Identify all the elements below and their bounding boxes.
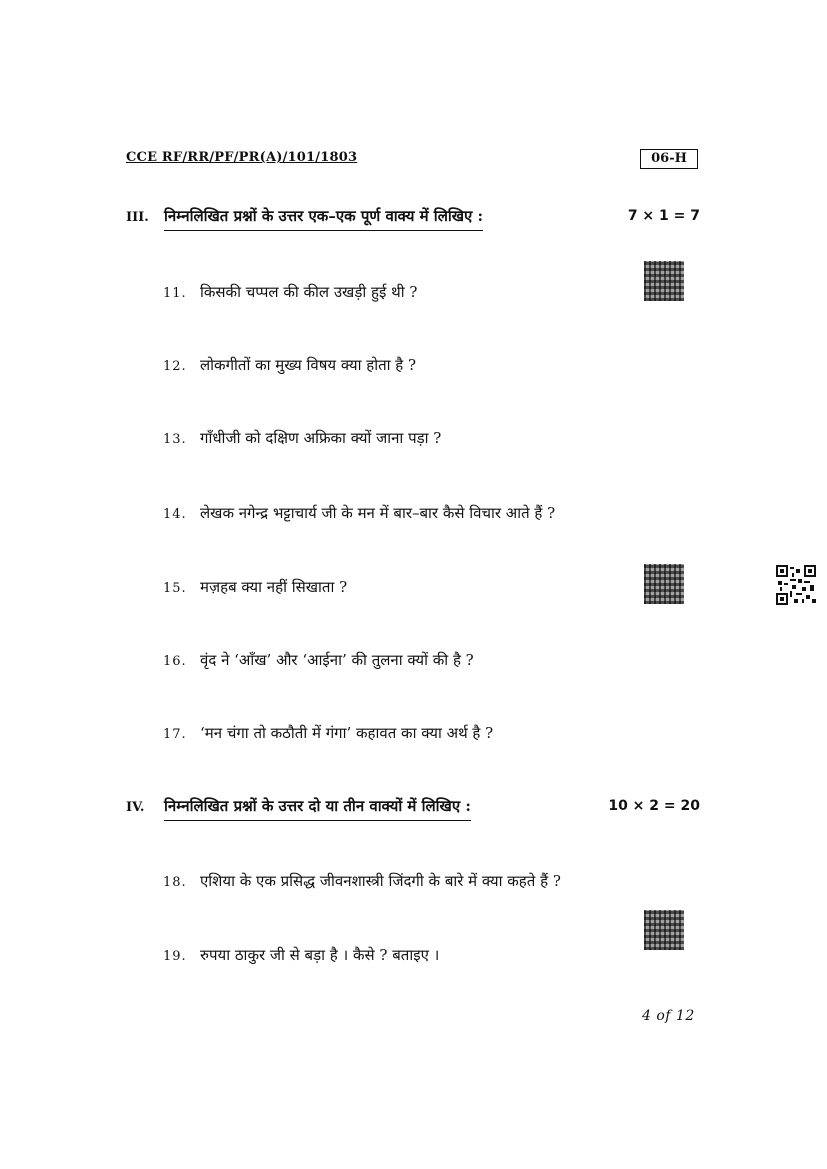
question-number: 18. — [163, 875, 187, 890]
set-code-box: 06-H — [640, 149, 698, 169]
question-number: 16. — [163, 654, 187, 669]
question-text: किसकी चप्पल की कील उखड़ी हुई थी ? — [200, 283, 418, 301]
question-number: 14. — [163, 507, 187, 522]
question-text: ‘मन चंगा तो कठौती में गंगा’ कहावत का क्या अर्थ है ? — [200, 724, 494, 742]
question-text: एशिया के एक प्रसिद्ध जीवनशास्त्री जिंदगी के बारे में क्या कहते हैं ? — [200, 872, 561, 890]
question-text: रुपया ठाकुर जी से बड़ा है । कैसे ? बताइए । — [200, 946, 440, 964]
paper-code: CCE RF/RR/PF/PR(A)/101/1803 — [126, 150, 358, 165]
section-number: III. — [126, 210, 149, 225]
section-number: IV. — [126, 800, 145, 815]
section-title: निम्नलिखित प्रश्नों के उत्तर एक–एक पूर्ण वाक्य में लिखिए : — [164, 206, 483, 231]
question-number: 19. — [163, 949, 187, 964]
question-number: 11. — [163, 286, 187, 301]
qr-code-icon — [776, 565, 816, 605]
question-number: 12. — [163, 359, 187, 374]
question-text: लोकगीतों का मुख्य विषय क्या होता है ? — [200, 356, 417, 374]
question-text: मज़हब क्या नहीं सिखाता ? — [200, 578, 348, 596]
question-text: लेखक नगेन्द्र भट्टाचार्य जी के मन में बार–बार कैसे विचार आते हैं ? — [200, 504, 556, 522]
page-number: 4 of 12 — [642, 1008, 695, 1024]
section-marks: 7 × 1 = 7 — [627, 208, 700, 224]
watermark-code-image — [644, 261, 684, 301]
question-number: 13. — [163, 432, 187, 447]
question-text: गाँधीजी को दक्षिण अफ्रिका क्यों जाना पड़ा ? — [200, 429, 442, 447]
section-marks: 10 × 2 = 20 — [608, 798, 700, 814]
watermark-code-image — [644, 910, 684, 950]
question-text: वृंद ने ‘आँख’ और ‘आईना’ की तुलना क्यों की है ? — [200, 651, 474, 669]
question-number: 15. — [163, 581, 187, 596]
section-title: निम्नलिखित प्रश्नों के उत्तर दो या तीन वाक्यों में लिखिए : — [164, 796, 471, 821]
question-number: 17. — [163, 727, 187, 742]
watermark-code-image — [644, 564, 684, 604]
